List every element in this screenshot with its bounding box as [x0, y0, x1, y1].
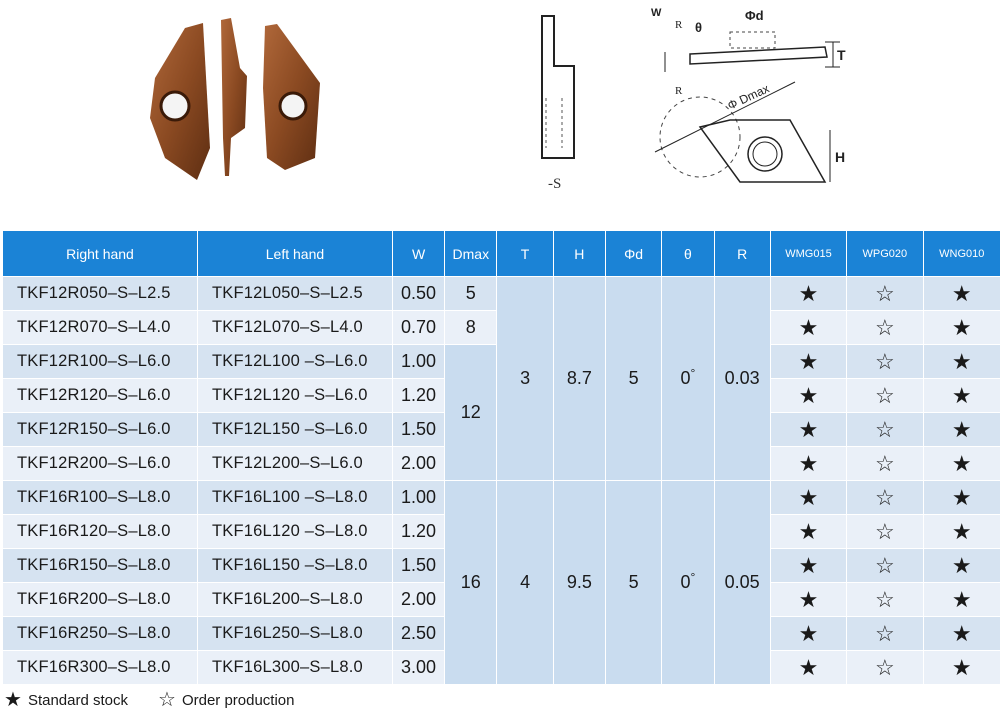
side-view-drawing: [530, 8, 580, 193]
wmg015-stock-icon: ★: [770, 345, 846, 379]
header-r: R: [714, 231, 770, 277]
wng010-stock-icon: ★: [923, 515, 1000, 549]
r-value: 0.05: [714, 481, 770, 685]
table-row: [3, 481, 1001, 515]
right-hand-model: TKF16R100–S–L8.0: [3, 481, 198, 515]
wpg020-order-icon: ☆: [847, 379, 923, 413]
wng010-stock-icon: ★: [923, 617, 1000, 651]
filled-star-icon: ★: [4, 689, 22, 711]
left-hand-model: TKF12L070–S–L4.0: [197, 311, 392, 345]
phid-value: 5: [605, 481, 661, 685]
wpg020-order-icon: ☆: [847, 515, 923, 549]
right-hand-model: TKF12R200–S–L6.0: [3, 447, 198, 481]
spec-table: [2, 230, 1001, 685]
w-value: 1.00: [392, 345, 444, 379]
w-value: 3.00: [392, 651, 444, 685]
wmg015-stock-icon: ★: [770, 413, 846, 447]
wmg015-stock-icon: ★: [770, 311, 846, 345]
dimension-drawing: [645, 2, 865, 202]
left-hand-model: TKF16L150 –S–L8.0: [197, 549, 392, 583]
wpg020-order-icon: ☆: [847, 583, 923, 617]
right-hand-model: TKF12R100–S–L6.0: [3, 345, 198, 379]
dmax-value: 12: [445, 345, 497, 481]
wpg020-order-icon: ☆: [847, 413, 923, 447]
header-phid: Φd: [605, 231, 661, 277]
wmg015-stock-icon: ★: [770, 277, 846, 311]
t-value: 3: [497, 277, 553, 481]
wpg020-order-icon: ☆: [847, 345, 923, 379]
wmg015-stock-icon: ★: [770, 379, 846, 413]
left-hand-model: TKF12L200–S–L6.0: [197, 447, 392, 481]
svg-text:R: R: [675, 85, 683, 97]
wpg020-order-icon: ☆: [847, 447, 923, 481]
svg-text:Φ Dmax: Φ Dmax: [725, 81, 772, 113]
right-hand-model: TKF16R250–S–L8.0: [3, 617, 198, 651]
left-hand-model: TKF16L200–S–L8.0: [197, 583, 392, 617]
wpg020-order-icon: ☆: [847, 277, 923, 311]
wmg015-stock-icon: ★: [770, 583, 846, 617]
dmax-value: 8: [445, 311, 497, 345]
w-value: 1.50: [392, 413, 444, 447]
header-t: T: [497, 231, 553, 277]
left-hand-model: TKF12L050–S–L2.5: [197, 277, 392, 311]
header-w: W: [392, 231, 444, 277]
left-hand-model: TKF16L120 –S–L8.0: [197, 515, 392, 549]
wpg020-order-icon: ☆: [847, 617, 923, 651]
w-value: 0.70: [392, 311, 444, 345]
w-value: 1.20: [392, 515, 444, 549]
h-value: 8.7: [553, 277, 605, 481]
wng010-stock-icon: ★: [923, 345, 1000, 379]
legend: [4, 690, 295, 710]
left-hand-model: TKF12L100 –S–L6.0: [197, 345, 392, 379]
wng010-stock-icon: ★: [923, 277, 1000, 311]
wng010-stock-icon: ★: [923, 413, 1000, 447]
svg-text:H: H: [835, 149, 846, 165]
insert-photo: [145, 8, 345, 188]
wpg020-order-icon: ☆: [847, 549, 923, 583]
right-hand-model: TKF12R150–S–L6.0: [3, 413, 198, 447]
w-value: 2.50: [392, 617, 444, 651]
svg-text:W: W: [651, 7, 662, 19]
w-value: 2.00: [392, 583, 444, 617]
legend-standard-label: Standard stock: [27, 691, 128, 709]
wng010-stock-icon: ★: [923, 379, 1000, 413]
wpg020-order-icon: ☆: [847, 481, 923, 515]
wng010-stock-icon: ★: [923, 583, 1000, 617]
header-theta: θ: [662, 231, 714, 277]
header-wmg015: WMG015: [770, 231, 846, 277]
svg-text:Φd: Φd: [745, 8, 764, 23]
left-hand-model: TKF12L120 –S–L6.0: [197, 379, 392, 413]
w-value: 0.50: [392, 277, 444, 311]
table-row: [3, 277, 1001, 311]
right-hand-model: TKF12R050–S–L2.5: [3, 277, 198, 311]
left-hand-model: TKF16L100 –S–L8.0: [197, 481, 392, 515]
r-value: 0.03: [714, 277, 770, 481]
wmg015-stock-icon: ★: [770, 617, 846, 651]
right-hand-model: TKF12R070–S–L4.0: [3, 311, 198, 345]
w-value: 1.00: [392, 481, 444, 515]
right-hand-model: TKF16R300–S–L8.0: [3, 651, 198, 685]
wmg015-stock-icon: ★: [770, 481, 846, 515]
wng010-stock-icon: ★: [923, 651, 1000, 685]
header-dmax: Dmax: [445, 231, 497, 277]
svg-text:θ: θ: [695, 20, 703, 35]
theta-value: 0°: [662, 277, 714, 481]
wmg015-stock-icon: ★: [770, 515, 846, 549]
wpg020-order-icon: ☆: [847, 311, 923, 345]
svg-text:R: R: [675, 19, 683, 31]
wmg015-stock-icon: ★: [770, 447, 846, 481]
wng010-stock-icon: ★: [923, 549, 1000, 583]
right-hand-model: TKF16R150–S–L8.0: [3, 549, 198, 583]
wmg015-stock-icon: ★: [770, 651, 846, 685]
header-left-hand: Left hand: [197, 231, 392, 277]
legend-order-label: Order production: [181, 691, 295, 709]
header-wpg020: WPG020: [847, 231, 923, 277]
dmax-value: 5: [445, 277, 497, 311]
header-h: H: [553, 231, 605, 277]
header-row: [3, 231, 1001, 277]
header-wng010: WNG010: [923, 231, 1000, 277]
wmg015-stock-icon: ★: [770, 549, 846, 583]
phid-value: 5: [605, 277, 661, 481]
header-right-hand: Right hand: [3, 231, 198, 277]
theta-value: 0°: [662, 481, 714, 685]
wng010-stock-icon: ★: [923, 481, 1000, 515]
w-value: 1.20: [392, 379, 444, 413]
svg-text:T: T: [837, 47, 846, 63]
w-value: 1.50: [392, 549, 444, 583]
left-hand-model: TKF12L150 –S–L6.0: [197, 413, 392, 447]
product-illustrations: [0, 0, 1003, 228]
wng010-stock-icon: ★: [923, 447, 1000, 481]
left-hand-model: TKF16L300–S–L8.0: [197, 651, 392, 685]
right-hand-model: TKF16R200–S–L8.0: [3, 583, 198, 617]
wpg020-order-icon: ☆: [847, 651, 923, 685]
w-value: 2.00: [392, 447, 444, 481]
right-hand-model: TKF12R120–S–L6.0: [3, 379, 198, 413]
h-value: 9.5: [553, 481, 605, 685]
wng010-stock-icon: ★: [923, 311, 1000, 345]
right-hand-model: TKF16R120–S–L8.0: [3, 515, 198, 549]
left-hand-model: TKF16L250–S–L8.0: [197, 617, 392, 651]
t-value: 4: [497, 481, 553, 685]
suffix-label: -S: [548, 176, 562, 192]
hollow-star-icon: ☆: [158, 689, 176, 711]
dmax-value: 16: [445, 481, 497, 685]
